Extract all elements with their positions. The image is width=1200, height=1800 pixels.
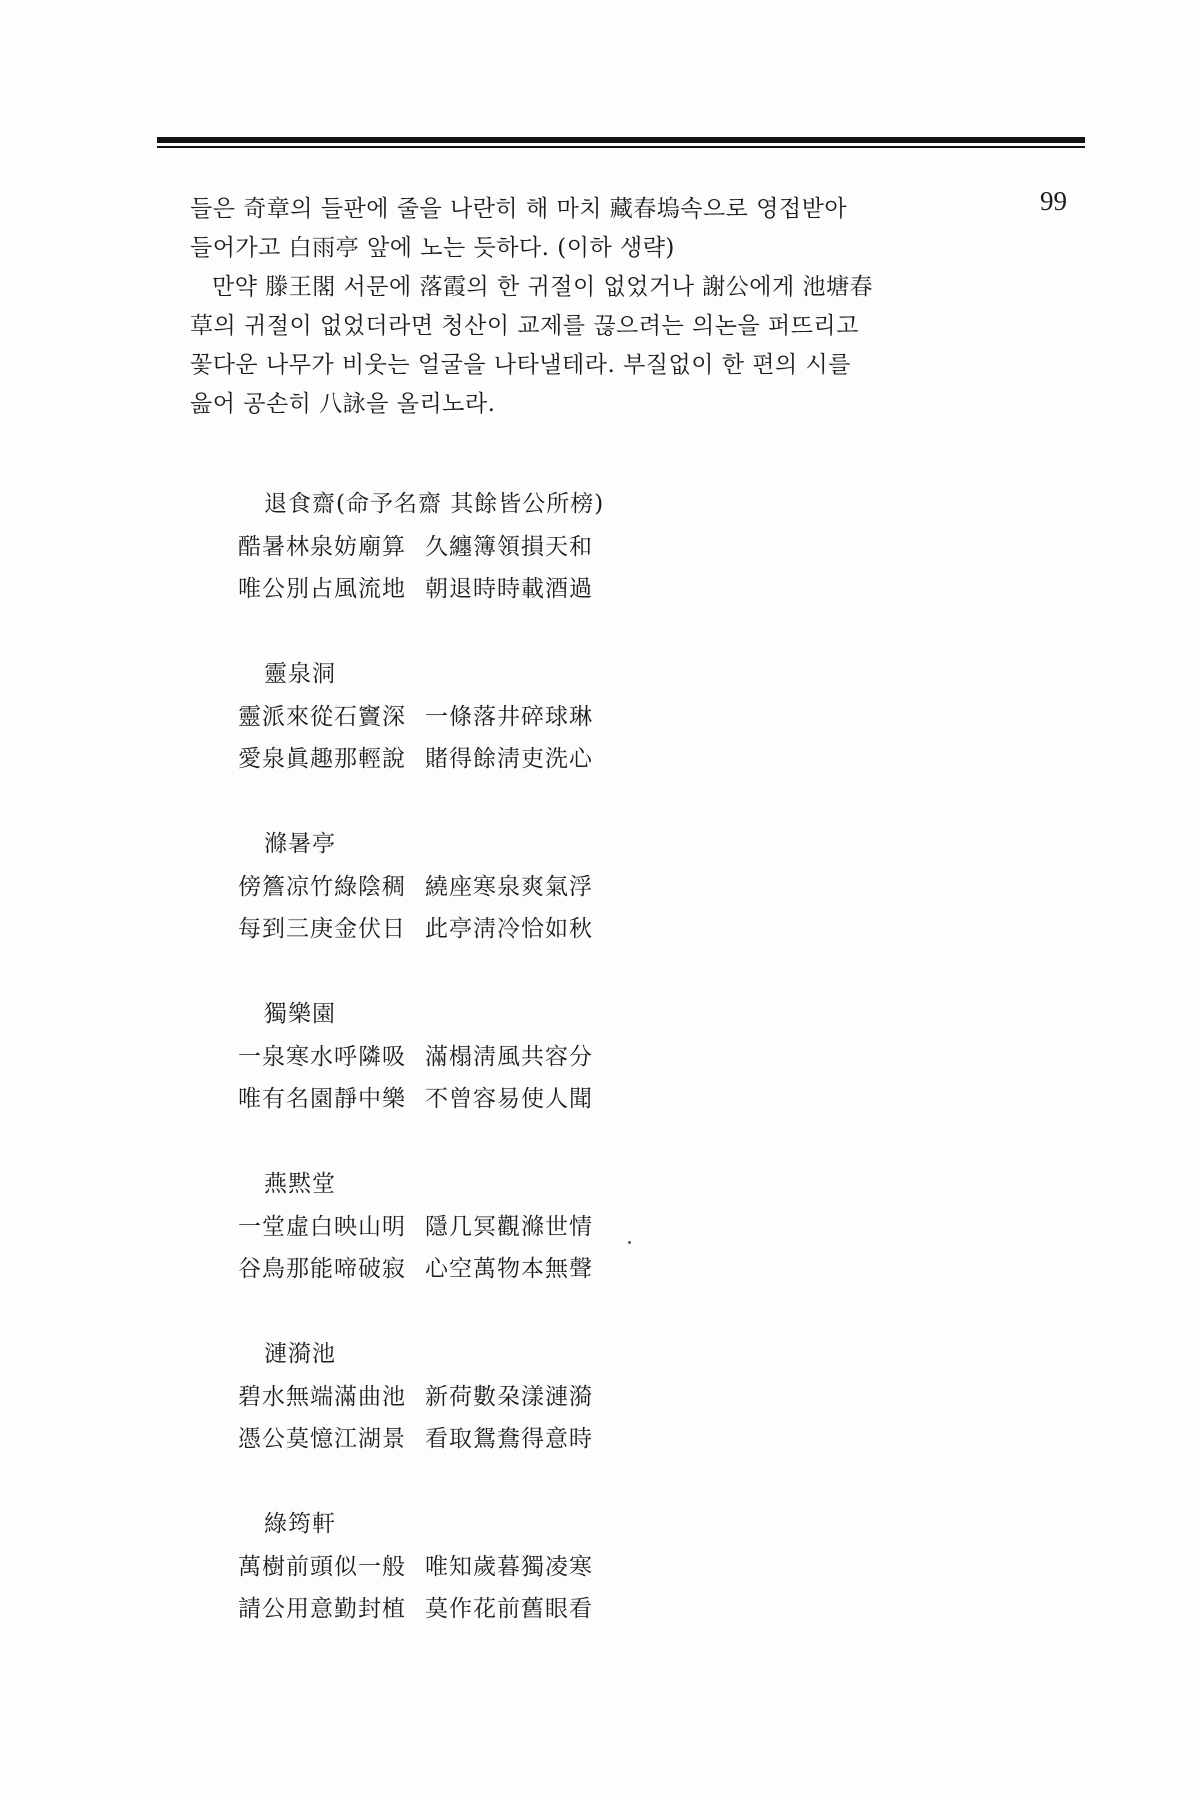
- verse-first-half: 一泉寒水呼隣吸: [238, 1044, 406, 1070]
- verse-line: [238, 696, 838, 738]
- poem-list: [238, 482, 838, 1672]
- verse-line: [238, 738, 838, 780]
- verse-line: [238, 1036, 838, 1078]
- print-speck: [628, 1241, 631, 1244]
- paragraph-1: [190, 190, 935, 268]
- verse-line: [238, 866, 838, 908]
- verse-first-half: 靈派來從石竇深: [238, 704, 406, 730]
- verse-line: [238, 1588, 838, 1630]
- verse-second-half: 賭得餘淸吏洗心: [425, 746, 593, 772]
- verse-line: [238, 1376, 838, 1418]
- poem-title: 滌暑亭: [264, 831, 336, 857]
- verse-second-half: 久纏簿領損天和: [425, 534, 593, 560]
- header-rule-thick: [157, 137, 1085, 143]
- paragraph-2: [190, 268, 935, 424]
- verse-first-half: 唯有名園靜中樂: [238, 1086, 406, 1112]
- verse-second-half: 一條落井碎球琳: [425, 704, 593, 730]
- poem-title: 靈泉洞: [264, 661, 336, 687]
- verse-second-half: 滿榻淸風共容分: [425, 1044, 593, 1070]
- verse-second-half: 唯知歲暮獨凌寒: [425, 1554, 593, 1580]
- poem-title: 獨樂園: [264, 1001, 336, 1027]
- verse-first-half: 請公用意勤封植: [238, 1596, 406, 1622]
- verse-second-half: 莫作花前舊眼看: [425, 1596, 593, 1622]
- verse-line: [238, 1206, 838, 1248]
- verse-second-half: 心空萬物本無聲: [425, 1256, 593, 1282]
- poem: [238, 1332, 838, 1502]
- prose-line: 읊어 공손히 八詠을 올리노라.: [190, 391, 496, 417]
- poem-title: 綠筠軒: [264, 1511, 336, 1537]
- verse-first-half: 碧水無端滿曲池: [238, 1384, 406, 1410]
- verse-first-half: 傍簷凉竹綠陰稠: [238, 874, 406, 900]
- poem: [238, 992, 838, 1162]
- verse-first-half: 一堂虛白映山明: [238, 1214, 406, 1240]
- verse-line: [238, 1546, 838, 1588]
- verse-line: [238, 526, 838, 568]
- verse-first-half: 唯公別占風流地: [238, 576, 406, 602]
- verse-line: [238, 1248, 838, 1290]
- poem: [238, 822, 838, 992]
- verse-second-half: 此亭淸冷恰如秋: [425, 916, 593, 942]
- verse-second-half: 看取鴛鴦得意時: [425, 1426, 593, 1452]
- verse-second-half: 新荷數朶漾漣漪: [425, 1384, 593, 1410]
- verse-first-half: 每到三庚金伏日: [238, 916, 406, 942]
- verse-second-half: 隱几冥觀滌世情: [425, 1214, 593, 1240]
- poem: [238, 652, 838, 822]
- verse-first-half: 萬樹前頭似一般: [238, 1554, 406, 1580]
- header-rule-thin: [157, 146, 1085, 148]
- verse-second-half: 朝退時時載酒過: [425, 576, 593, 602]
- verse-line: [238, 908, 838, 950]
- verse-first-half: 憑公莫憶江湖景: [238, 1426, 406, 1452]
- poem: [238, 482, 838, 652]
- prose-line: 들은 奇章의 들판에 줄을 나란히 해 마치 藏春塢속으로 영접받아: [190, 196, 848, 222]
- verse-first-half: 谷鳥那能啼破寂: [238, 1256, 406, 1282]
- prose-line: 만약 滕王閣 서문에 落霞의 한 귀절이 없었거나 謝公에게 池塘春: [212, 274, 873, 300]
- poem-title: 退食齋(命予名齋 其餘皆公所榜): [264, 491, 605, 517]
- verse-line: [238, 568, 838, 610]
- prose-line: 草의 귀절이 없었더라면 청산이 교제를 끊으려는 의논을 퍼뜨리고: [190, 313, 859, 339]
- prose-line: 들어가고 白雨亭 앞에 노는 듯하다. (이하 생략): [190, 235, 675, 261]
- verse-second-half: 不曾容易使人聞: [425, 1086, 593, 1112]
- verse-line: [238, 1078, 838, 1120]
- poem: [238, 1162, 838, 1332]
- poem: [238, 1502, 838, 1672]
- verse-second-half: 繞座寒泉爽氣浮: [425, 874, 593, 900]
- verse-line: [238, 1418, 838, 1460]
- verse-first-half: 愛泉眞趣那輕說: [238, 746, 406, 772]
- verse-first-half: 酷暑林泉妨廟算: [238, 534, 406, 560]
- prose-line: 꽃다운 나무가 비웃는 얼굴을 나타낼테라. 부질없이 한 편의 시를: [190, 352, 851, 378]
- prose-body: [190, 190, 935, 424]
- poem-title: 漣漪池: [264, 1341, 336, 1367]
- page-number: 99: [1040, 186, 1067, 216]
- poem-title: 燕黙堂: [264, 1171, 336, 1197]
